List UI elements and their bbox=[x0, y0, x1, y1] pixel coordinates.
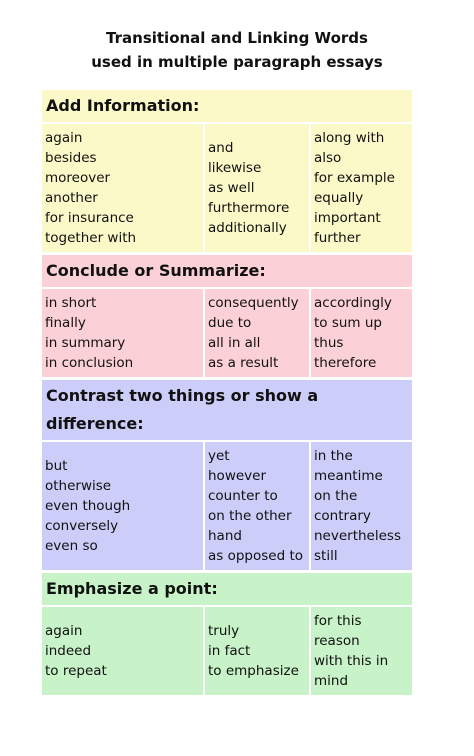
word-item: for example bbox=[314, 170, 395, 186]
section-conclude-summarize bbox=[42, 255, 412, 377]
word-item: but bbox=[45, 458, 68, 474]
word-row bbox=[42, 442, 412, 570]
section-heading: Conclude or Summarize: bbox=[42, 255, 412, 289]
word-item: also bbox=[314, 150, 342, 166]
section-heading: Add Information: bbox=[42, 90, 412, 124]
word-column-1 bbox=[42, 442, 205, 570]
word-column-2 bbox=[205, 442, 311, 570]
word-column-3 bbox=[311, 124, 412, 252]
word-item: finally bbox=[45, 315, 86, 331]
word-item: accordingly bbox=[314, 295, 392, 311]
word-item: counter to bbox=[208, 488, 278, 504]
word-item: in conclusion bbox=[45, 355, 134, 371]
word-column-1 bbox=[42, 289, 205, 377]
title-line-1: Transitional and Linking Words bbox=[106, 29, 368, 47]
word-item: due to bbox=[208, 315, 252, 331]
title-line-2: used in multiple paragraph essays bbox=[91, 53, 383, 71]
word-column-1 bbox=[42, 607, 205, 695]
word-item: on the bbox=[314, 488, 358, 504]
word-item: with this in bbox=[314, 653, 389, 669]
word-item: in the bbox=[314, 448, 353, 464]
word-item: therefore bbox=[314, 355, 377, 371]
word-item: even though bbox=[45, 498, 131, 514]
word-item: indeed bbox=[45, 643, 92, 659]
word-item: contrary bbox=[314, 508, 371, 524]
word-item: for this bbox=[314, 613, 362, 629]
word-column-1 bbox=[42, 124, 205, 252]
word-item: nevertheless bbox=[314, 528, 401, 544]
word-item: another bbox=[45, 190, 98, 206]
word-column-3 bbox=[311, 289, 412, 377]
word-item: for insurance bbox=[45, 210, 134, 226]
word-item: as well bbox=[208, 180, 255, 196]
word-item: conversely bbox=[45, 518, 119, 534]
word-item: likewise bbox=[208, 160, 262, 176]
word-item: together with bbox=[45, 230, 137, 246]
word-item: furthermore bbox=[208, 200, 290, 216]
word-item: as a result bbox=[208, 355, 279, 371]
word-item: as opposed to bbox=[208, 548, 304, 564]
word-item: in summary bbox=[45, 335, 126, 351]
section-emphasize-point bbox=[42, 573, 412, 695]
word-item: to repeat bbox=[45, 663, 107, 679]
word-row bbox=[42, 289, 412, 377]
word-item: to emphasize bbox=[208, 663, 299, 679]
word-column-2 bbox=[205, 289, 311, 377]
word-column-3 bbox=[311, 607, 412, 695]
word-item: hand bbox=[208, 528, 242, 544]
word-item: thus bbox=[314, 335, 344, 351]
word-item: equally bbox=[314, 190, 364, 206]
section-heading: Contrast two things or show a difference: bbox=[42, 380, 412, 442]
section-heading: Emphasize a point: bbox=[42, 573, 412, 607]
section-contrast-difference bbox=[42, 380, 412, 570]
word-row bbox=[42, 124, 412, 252]
word-row bbox=[42, 607, 412, 695]
word-item: reason bbox=[314, 633, 360, 649]
word-item: again bbox=[45, 130, 83, 146]
word-column-2 bbox=[205, 607, 311, 695]
word-item: along with bbox=[314, 130, 385, 146]
word-item: again bbox=[45, 623, 83, 639]
word-item: in short bbox=[45, 295, 97, 311]
transition-words-chart bbox=[42, 90, 412, 695]
word-item: moreover bbox=[45, 170, 111, 186]
word-item: in fact bbox=[208, 643, 251, 659]
word-item: yet bbox=[208, 448, 230, 464]
word-item: further bbox=[314, 230, 361, 246]
word-item: even so bbox=[45, 538, 98, 554]
word-item: all in all bbox=[208, 335, 261, 351]
word-item: mind bbox=[314, 673, 349, 689]
word-item: to sum up bbox=[314, 315, 383, 331]
word-item: on the other bbox=[208, 508, 292, 524]
word-item: meantime bbox=[314, 468, 383, 484]
section-add-information bbox=[42, 90, 412, 252]
word-item: besides bbox=[45, 150, 97, 166]
word-item: consequently bbox=[208, 295, 299, 311]
word-item: truly bbox=[208, 623, 240, 639]
word-column-3 bbox=[311, 442, 412, 570]
word-item: still bbox=[314, 548, 338, 564]
word-item: however bbox=[208, 468, 267, 484]
word-item: otherwise bbox=[45, 478, 112, 494]
page-title bbox=[0, 26, 474, 74]
word-item: additionally bbox=[208, 220, 287, 236]
word-column-2 bbox=[205, 124, 311, 252]
word-item: important bbox=[314, 210, 381, 226]
word-item: and bbox=[208, 140, 234, 156]
